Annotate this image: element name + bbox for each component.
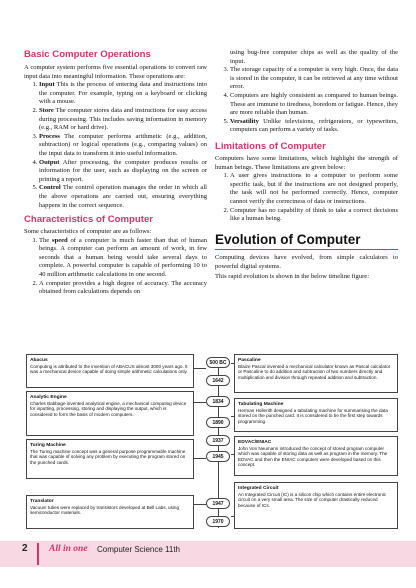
timeline-box-analytic-engine: [26, 391, 194, 436]
evolution-heading: Evolution of Computer: [215, 231, 361, 247]
timeline-box-title: Translator: [30, 499, 54, 504]
timeline-year: 1947: [206, 498, 230, 509]
operation-item: [39, 81, 207, 107]
evolution-para-2: This rapid evolution is shown in the below timeline figure:: [215, 273, 370, 281]
characteristics-continued-list: [215, 66, 398, 135]
timeline-box-text: Vacuum tubes were replaced by transistors developed at Bell Labs, using semiconductor materials.: [30, 504, 180, 516]
limitations-intro: Computers have some limitations, which highlight the strength of human beings. These limitations are given below:: [215, 154, 398, 171]
operation-item: [39, 184, 207, 210]
timeline-box-text: Blaize Pascal invented a mechanical calculator known as Pascal calculator or Pascaline to do addition and subtraction of two numbers directly and multiplication and division through repeated addition and subtraction.: [238, 363, 391, 380]
timeline-box-title: Analytic Engine: [30, 395, 67, 400]
timeline-connector: [194, 504, 206, 505]
timeline-box-pascaline: [234, 354, 398, 393]
timeline-box-text: Computing is attributed to the invention of ABACUS almost 3000 years ago. It was a mechanical device capable of doing simple arithmetic calculations only.: [30, 363, 188, 375]
limitation-item: 2. Computer has no capability of think to take a correct decisions like a human being.: [230, 207, 398, 224]
timeline-year: 1970: [206, 516, 230, 527]
operation-text: The computer stores data and instructions for easy access during processing. This includes saving information in memory (e.g., RAM or hard drive).: [39, 106, 207, 132]
timeline-box-text: An Integrated Circuit (IC) is a silicon chip which contains entire electronic circuit on a very small area. The size of computer drastically reduced because of ICs.: [238, 491, 387, 508]
limitation-item: 1. A user gives instructions to a computer to perform some specific task, but if the instructions are not designed properly, the task will not be performed correctly. Hence, computer cannot verify the correctness of data or instructions.: [230, 172, 398, 206]
timeline-year: 1834: [206, 396, 230, 407]
characteristic-text: A computer provides a high degree of accuracy. The accuracy obtained from calculations depends on: [39, 279, 207, 296]
operation-term: Control: [39, 184, 61, 192]
timeline-box-title: Turing Machine: [30, 443, 66, 448]
operation-item: [39, 107, 207, 133]
timeline-box-text: Herman Hollerith designed a tabulating machine for summarising the data stored on the punched card. It is considered to be the first step towards programming.: [238, 407, 388, 424]
characteristics-heading: Characteristics of Computer: [24, 214, 154, 226]
timeline-box-title: Abacus: [30, 358, 48, 363]
page-number: 2: [22, 543, 28, 554]
characteristic-item: [230, 118, 398, 135]
limitations-heading: Limitations of Computer: [215, 140, 326, 152]
basic-operations-heading: Basic Computer Operations: [24, 49, 151, 60]
timeline-connector: [194, 402, 206, 403]
operation-text: After processing, the computer produces results or information for the user, such as displaying on the screen or printing a report.: [39, 158, 208, 183]
timeline-box-abacus: [26, 354, 194, 388]
characteristic-text: of a computer is much faster than that of human beings. A computer can perform an amount of work, in few seconds that a human being would take several days to complete. A powerful computer is capable of performing 10 to 40 million arithmetic calculations in one second.: [39, 236, 207, 279]
timeline-box-title: Pascaline: [238, 358, 261, 363]
timeline-box-text: Charles Babbage invented analytical engine, a mechanical computing device for inputting, processing, storing and displaying the output, which is considered to form the basis of modern computers.: [30, 400, 187, 417]
operation-term: Store: [39, 106, 54, 114]
limitations-list: [215, 172, 398, 224]
characteristic-text: The storage capacity of a computer is very high. Once, the data is stored in the computer, it can be retrieved at any time without error.: [230, 66, 398, 91]
characteristics-list: [24, 237, 207, 297]
left-column: [24, 49, 207, 297]
timeline-year: 1642: [206, 375, 230, 386]
operation-term: Input: [39, 81, 55, 89]
right-column: [215, 49, 398, 282]
timeline-box-integrated-circuit: [234, 482, 398, 529]
timeline-box-turing-machine: [26, 439, 194, 479]
characteristic-pre: The: [39, 236, 53, 244]
timeline-connector: [231, 416, 234, 417]
timeline-connector: [231, 363, 234, 364]
characteristic-item: [39, 280, 207, 297]
characteristics-intro: Some characteristics of computer are as follows:: [24, 228, 152, 236]
timeline-year: 1937: [206, 435, 230, 446]
operations-list: [24, 81, 207, 210]
characteristic-item: [230, 92, 398, 118]
characteristic-item: [39, 237, 207, 280]
operation-item: [39, 159, 207, 185]
timeline-year: 1890: [206, 417, 230, 428]
timeline-connector: [231, 516, 234, 517]
timeline-box-tabulating-machine: [234, 398, 398, 432]
evolution-timeline: [22, 354, 400, 538]
timeline-box-title: Integrated Circuit: [238, 486, 279, 491]
timeline-year: 500 BC: [206, 357, 230, 368]
heading-rule: [215, 249, 398, 251]
evolution-para-1: Computing devices have evolved, from simple calculators to powerful digital systems.: [215, 254, 398, 270]
timeline-box-title: Tabulating Machine: [238, 402, 284, 407]
timeline-connector: [231, 454, 234, 455]
footer-subject: Computer Science 11th: [97, 545, 181, 554]
timeline-box-title: EDVAC/ENIAC: [238, 440, 272, 445]
operation-term: Process: [39, 132, 60, 140]
timeline-box-text: John Von Neumann introduced the concept of stored program computer which was capable of storing data as well as program in the memory. The EDVAC and then the ENIAC computers were developed based on this concept.: [238, 445, 388, 468]
operation-term: Output: [39, 158, 60, 166]
brand-logo: All in one: [49, 544, 88, 554]
operation-text: The control operation manages the order in which all the above operations are carried out, ensuring everything happens in the correct sequence.: [39, 184, 207, 209]
characteristic-term: speed: [52, 236, 68, 244]
operation-text: The computer performs arithmetic (e.g., addition, subtraction) or logical operations (e.g., comparing values) on the input data to transform it into useful information.: [39, 132, 207, 157]
operation-item: [39, 133, 207, 159]
timeline-connector: [194, 458, 206, 459]
timeline-box-translator: [26, 495, 194, 529]
timeline-box-edvac-eniac: [234, 436, 398, 476]
timeline-box-text: The Turing machine concept was a general purpose programmable machine that was capable of solving any problem by executing the program stored on the punched cards.: [30, 448, 186, 465]
accuracy-continuation: using bug-free computer chips as well as the quality of the input.: [230, 49, 398, 65]
characteristic-text: Unlike televisions, refrigerators, or typewriters, computers can perform a variety of tasks.: [230, 117, 398, 134]
characteristic-text: Computers are highly consistent as compared to human beings. These are immune to tiredness, boredom or fatigue. Hence, they are more reliable than human.: [230, 91, 398, 117]
operation-text: This is the process of entering data and instructions into the computer. For example, typing on a keyboard or clicking with a mouse.: [39, 81, 207, 106]
basic-operations-intro: A computer system performs five essential operations to convert raw input data into meaningful information. These operations are:: [24, 64, 207, 80]
characteristic-term: Versatility: [230, 117, 259, 125]
characteristic-item: [230, 66, 398, 92]
footer-divider: [37, 543, 39, 565]
timeline-connector: [194, 368, 206, 369]
timeline-year: 1945: [206, 451, 230, 462]
